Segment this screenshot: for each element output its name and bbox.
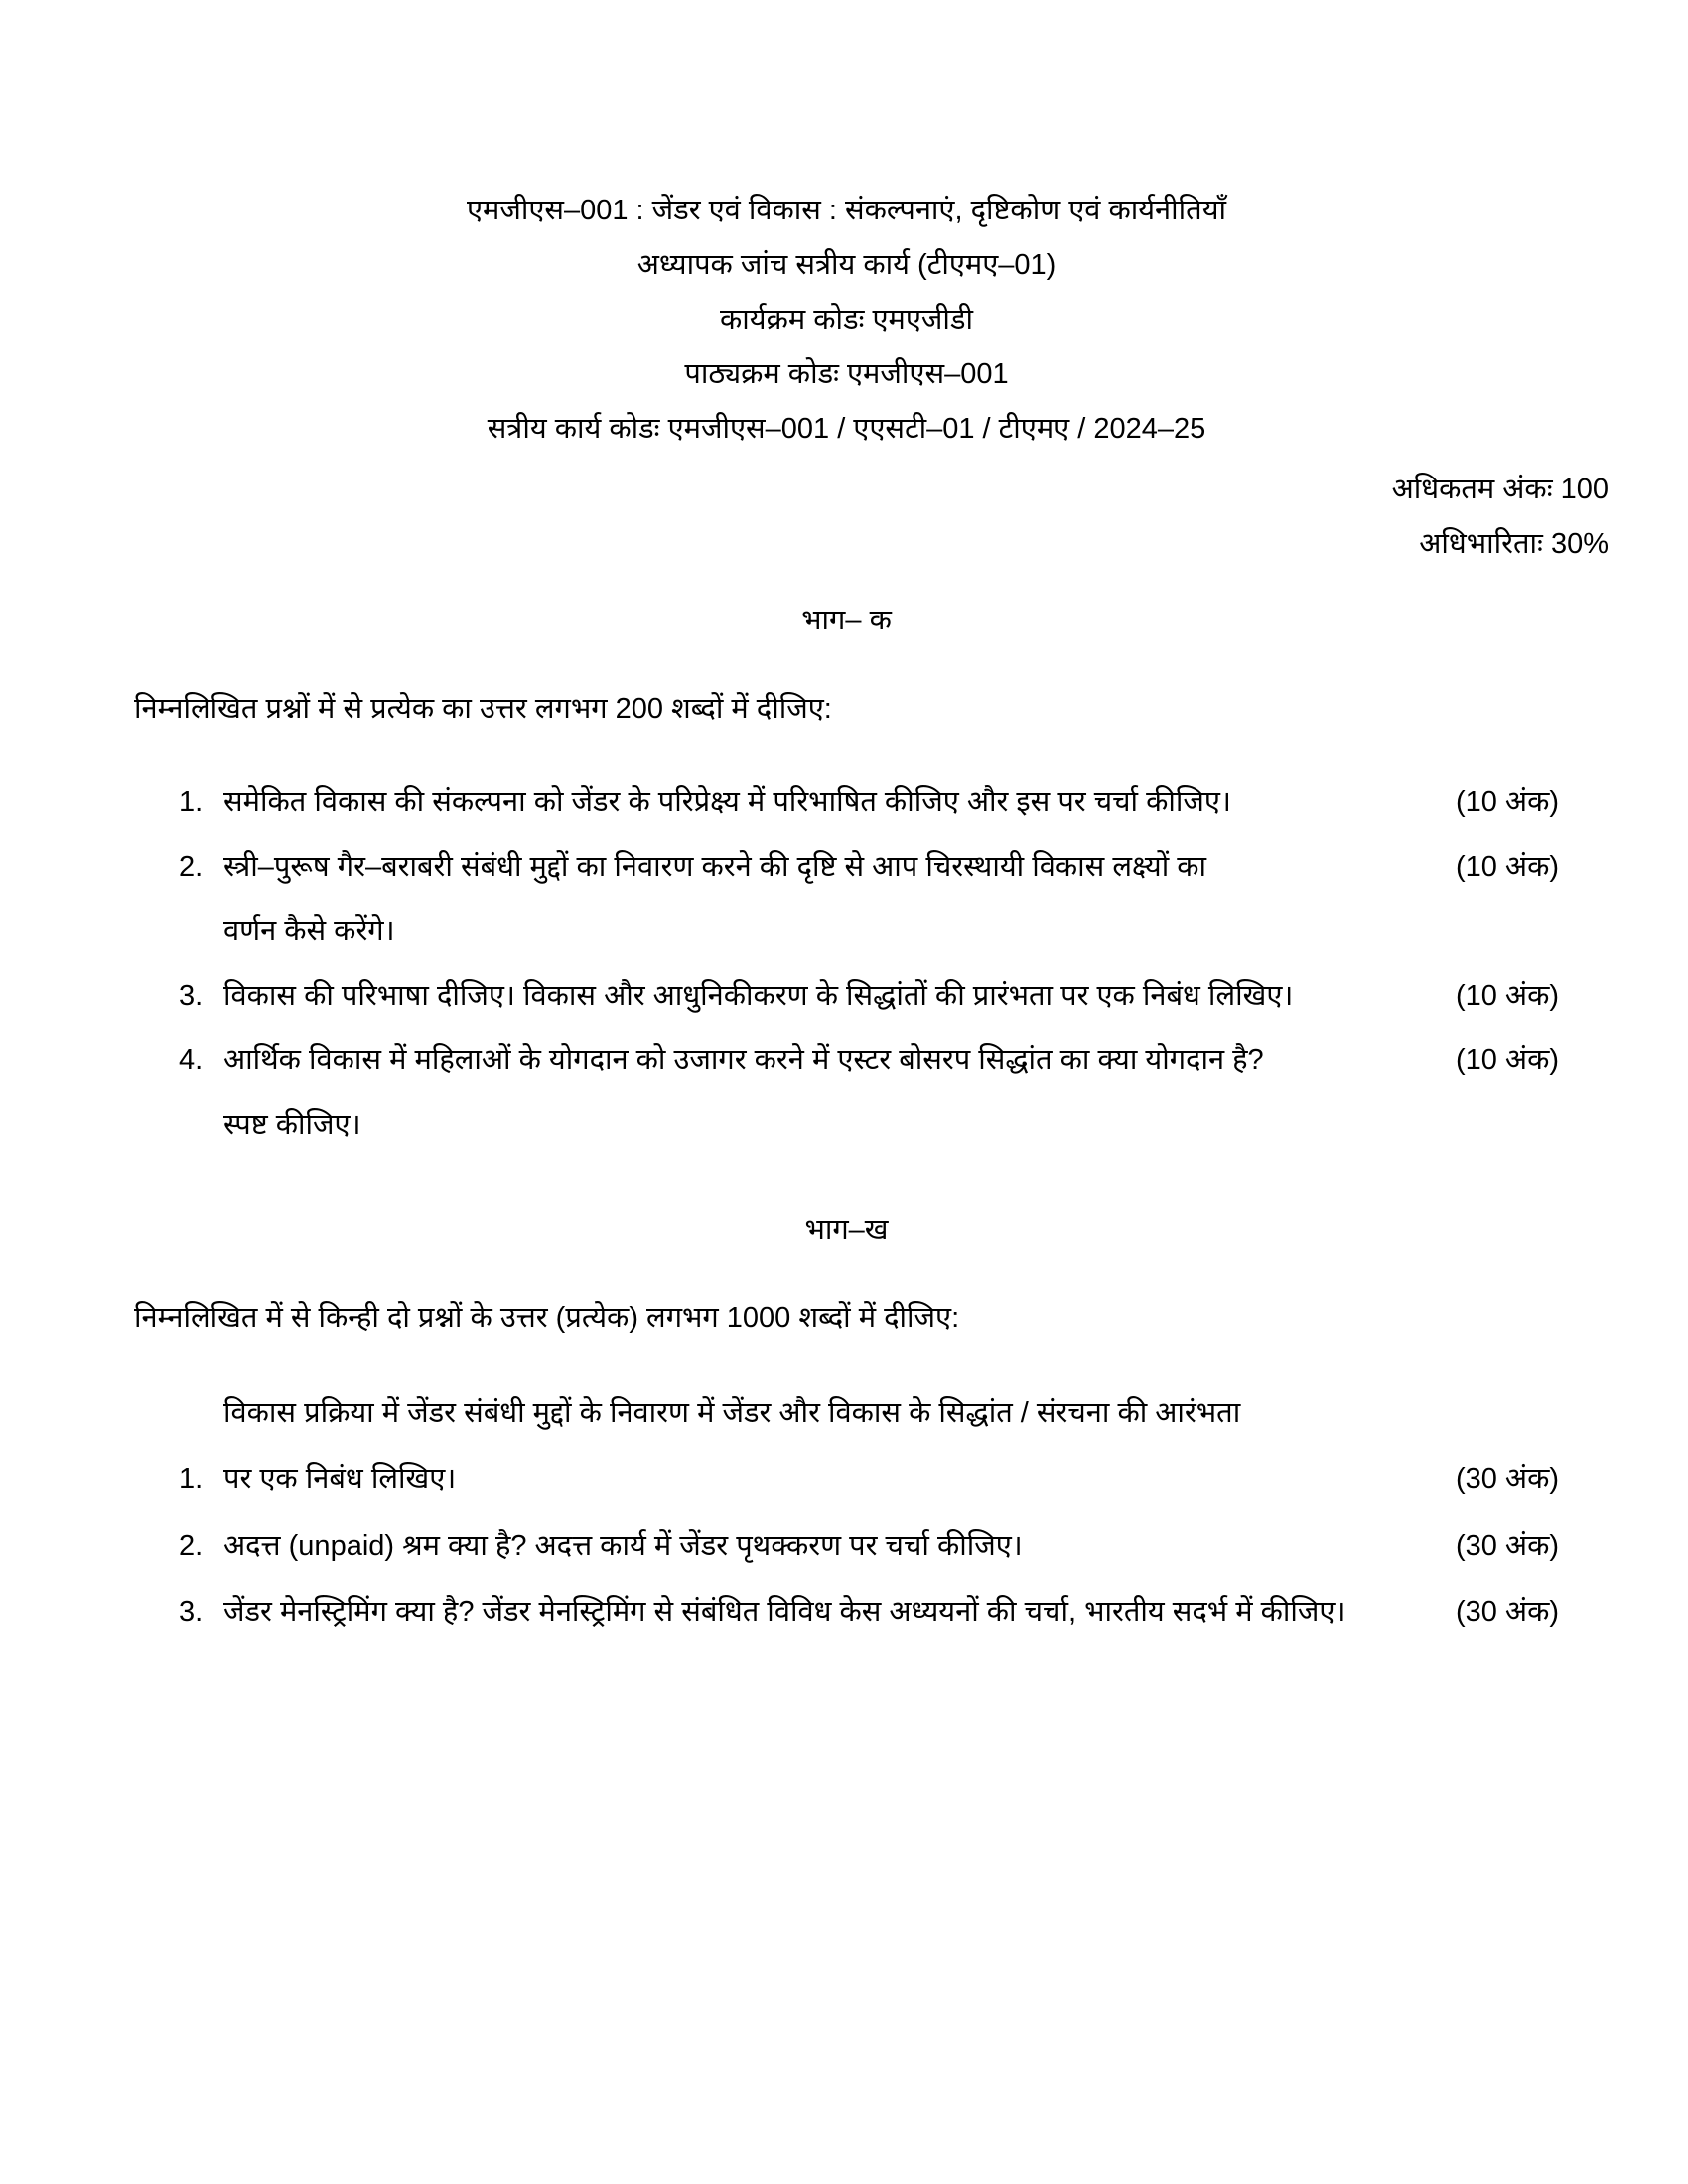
question-row [134, 1028, 1559, 1158]
question-number: 2. [179, 851, 204, 883]
question-line: स्पष्ट कीजिए। [223, 1109, 361, 1141]
question-number: 2. [179, 1530, 204, 1562]
question-text [223, 1579, 1444, 1646]
question-row [134, 1380, 1559, 1513]
part-a-questions [134, 770, 1559, 1158]
question-marks: (30 अंक) [1455, 1463, 1559, 1495]
part-b-instruction: निम्नलिखित में से किन्ही दो प्रश्नों के उत्तर (प्रत्येक) लगभग 1000 शब्दों में दीजिए: [134, 1302, 960, 1334]
part-b-questions [134, 1380, 1559, 1646]
question-number: 1. [179, 786, 204, 818]
question-row [134, 964, 1559, 1028]
weightage-line: अधिभारिताः 30% [1419, 528, 1609, 560]
question-row [134, 1513, 1559, 1579]
max-marks-line: अधिकतम अंकः 100 [1391, 474, 1609, 505]
question-marks: (10 अंक) [1455, 980, 1559, 1012]
question-text [223, 1380, 1444, 1513]
question-number: 3. [179, 1596, 204, 1628]
question-row [134, 770, 1559, 835]
question-text [223, 1028, 1444, 1158]
question-text [223, 835, 1444, 964]
question-row [134, 1579, 1559, 1646]
question-line: अदत्त (unpaid) श्रम क्या है? अदत्त कार्य में जेंडर पृथक्करण पर चर्चा कीजिए। [223, 1530, 1023, 1562]
marks-info [134, 463, 1609, 572]
question-number: 3. [179, 980, 204, 1012]
question-marks: (30 अंक) [1455, 1596, 1559, 1628]
document-header [134, 184, 1559, 457]
question-line: समेकित विकास की संकल्पना को जेंडर के परिप्रेक्ष्य में परिभाषित कीजिए और इस पर चर्चा कीजिए। [223, 786, 1231, 818]
question-marks: (30 अंक) [1455, 1530, 1559, 1562]
question-number: 1. [179, 1463, 204, 1495]
question-line: स्त्री–पुरूष गैर–बराबरी संबंधी मुद्दों का निवारण करने की दृष्टि से आप चिरस्थायी विकास लक्ष्यों का [223, 851, 1207, 883]
assignment-code-line: सत्रीय कार्य कोडः एमजीएस–001 / एएसटी–01 / टीएमए / 2024–25 [487, 413, 1206, 445]
question-marks: (10 अंक) [1455, 851, 1559, 883]
question-line: पर एक निबंध लिखिए। [223, 1463, 457, 1495]
question-text [223, 770, 1444, 835]
part-a-heading: भाग– क [801, 605, 892, 636]
assignment-type-line: अध्यापक जांच सत्रीय कार्य (टीएमए–01) [636, 249, 1056, 281]
question-number: 4. [179, 1044, 204, 1076]
course-title: एमजीएस–001 : जेंडर एवं विकास : संकल्पनाएं, दृष्टिकोण एवं कार्यनीतियाँ [466, 195, 1227, 226]
program-code-line: कार्यक्रम कोडः एमएजीडी [720, 304, 973, 336]
question-row [134, 835, 1559, 964]
course-code-line: पाठ्यक्रम कोडः एमजीएस–001 [684, 358, 1009, 390]
question-line: जेंडर मेनस्ट्रिमिंग क्या है? जेंडर मेनस्ट्रिमिंग से संबंधित विविध केस अध्ययनों की चर्चा, भारतीय सदर्भ में कीजिए। [223, 1596, 1346, 1628]
question-line: विकास प्रक्रिया में जेंडर संबंधी मुद्दों के निवारण में जेंडर और विकास के सिद्धांत / संरचना की आरंभता [223, 1397, 1241, 1429]
part-a-instruction: निम्नलिखित प्रश्नों में से प्रत्येक का उत्तर लगभग 200 शब्दों में दीजिए: [134, 693, 832, 725]
question-text [223, 964, 1444, 1028]
part-b-heading: भाग–ख [804, 1214, 889, 1246]
question-line: विकास की परिभाषा दीजिए। विकास और आधुनिकीकरण के सिद्धांतों की प्रारंभता पर एक निबंध लिखिए। [223, 980, 1294, 1012]
question-line: वर्णन कैसे करेंगे। [223, 915, 395, 947]
question-text [223, 1513, 1444, 1579]
question-line: आर्थिक विकास में महिलाओं के योगदान को उजागर करने में एस्टर बोसरप सिद्धांत का क्या योगदान है? [223, 1044, 1264, 1076]
question-marks: (10 अंक) [1455, 786, 1559, 818]
question-marks: (10 अंक) [1455, 1044, 1559, 1076]
